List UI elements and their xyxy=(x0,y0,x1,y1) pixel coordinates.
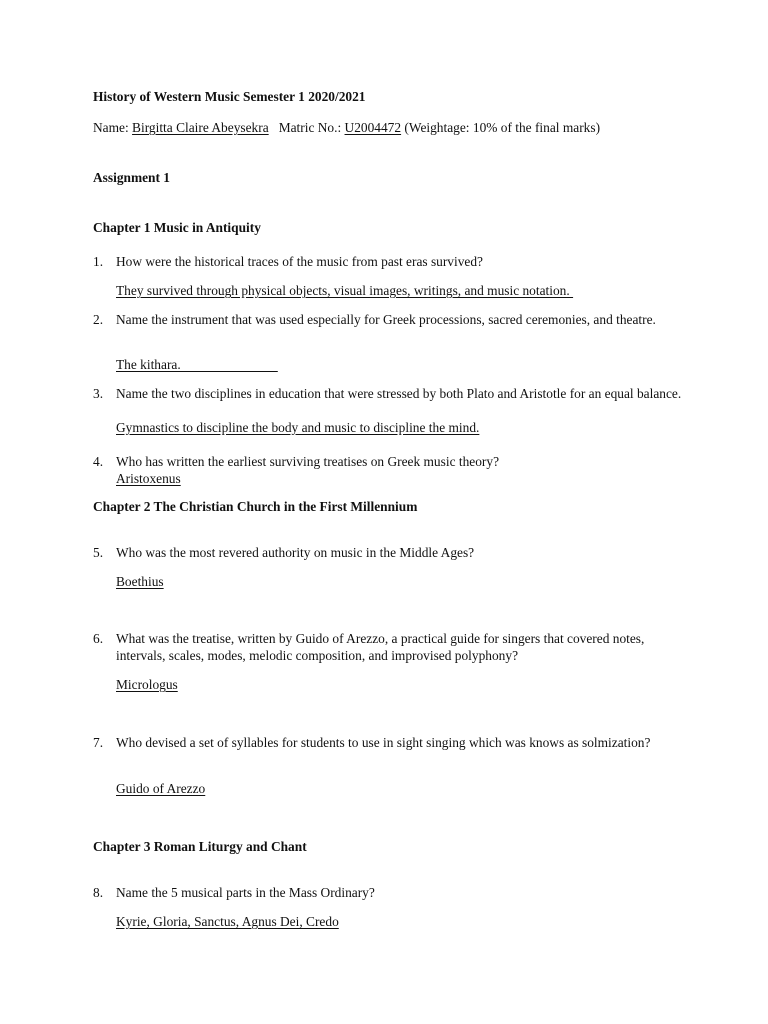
question-number: 7. xyxy=(93,735,104,750)
info-spacer xyxy=(269,120,279,135)
answer-text: They survived through physical objects, visual images, writings, and music notation. xyxy=(116,283,574,298)
chapter-heading: Chapter 3 Roman Liturgy and Chant xyxy=(93,839,307,854)
matric-label: Matric No.: xyxy=(278,120,345,135)
chapter-heading: Chapter 1 Music in Antiquity xyxy=(93,220,261,235)
chapter-heading: Chapter 2 The Christian Church in the First Millennium xyxy=(93,499,418,514)
student-info-line xyxy=(93,119,600,136)
question-text: What was the treatise, written by Guido of Arezzo, a practical guide for singers that covered notes, intervals, scales, modes, melodic composition, and improvised polyphony? xyxy=(116,631,645,663)
answer-text: Kyrie, Gloria, Sanctus, Agnus Dei, Credo xyxy=(116,914,339,929)
question-text: Name the two disciplines in education that were stressed by both Plato and Aristotle for an equal balance. xyxy=(116,386,682,401)
student-name: Birgitta Claire Abeysekra xyxy=(132,120,269,135)
answer-text: Aristoxenus xyxy=(116,471,181,486)
answer-text: Micrologus xyxy=(116,677,178,692)
question-number: 5. xyxy=(93,545,104,560)
question-number: 8. xyxy=(93,885,104,900)
assignment-title: Assignment 1 xyxy=(93,170,171,185)
answer-text: Boethius xyxy=(116,574,164,589)
name-label: Name: xyxy=(93,120,133,135)
question-text: Name the 5 musical parts in the Mass Ordinary? xyxy=(116,885,375,900)
question-number: 3. xyxy=(93,386,104,401)
answer-text: Guido of Arezzo xyxy=(116,781,206,796)
document-title: History of Western Music Semester 1 2020/2021 xyxy=(93,89,366,104)
matric-number: U2004472 xyxy=(344,120,402,135)
answer-text: Gymnastics to discipline the body and music to discipline the mind. xyxy=(116,420,480,435)
question-text: Who has written the earliest surviving treatises on Greek music theory? xyxy=(116,454,500,469)
question-number: 1. xyxy=(93,254,104,269)
question-number: 6. xyxy=(93,631,104,646)
question-text: How were the historical traces of the music from past eras survived? xyxy=(116,254,484,269)
question-text: Who was the most revered authority on music in the Middle Ages? xyxy=(116,545,475,560)
weightage-note: (Weightage: 10% of the final marks) xyxy=(401,120,601,135)
question-number: 2. xyxy=(93,312,104,327)
question-text: Who devised a set of syllables for students to use in sight singing which was knows as solmization? xyxy=(116,735,651,750)
question-text: Name the instrument that was used especially for Greek processions, sacred ceremonies, and theatre. xyxy=(116,312,656,327)
question-number: 4. xyxy=(93,454,104,469)
answer-text: The kithara. xyxy=(116,357,278,372)
